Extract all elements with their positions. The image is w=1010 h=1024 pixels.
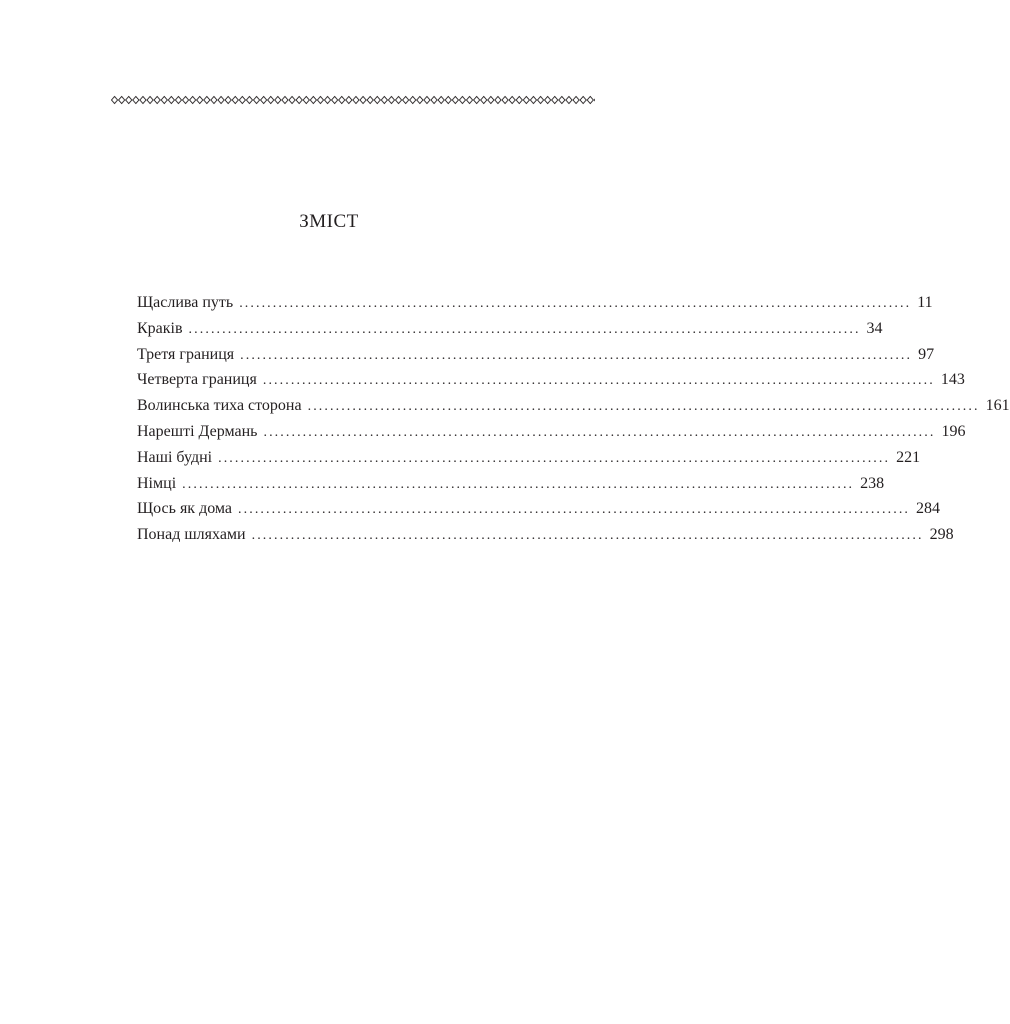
toc-entry-page: 11 (917, 294, 933, 311)
toc-entry-title: Четверта границя (137, 371, 257, 389)
dot-leader: ........................................................................................................................ (218, 450, 891, 466)
toc-entry-title: Третя границя (137, 345, 235, 363)
toc-entry (137, 316, 883, 342)
dot-leader: ........................................................................................................................ (262, 373, 935, 389)
toc-entry (137, 367, 965, 393)
toc-entry-page: 161 (985, 397, 1010, 415)
toc-entry (137, 290, 933, 316)
toc-entry-title: Краків (137, 319, 183, 337)
dot-leader: ........................................................................................................................ (238, 502, 911, 518)
toc-entry-title: Німці (137, 474, 177, 492)
toc-entry (137, 522, 954, 548)
dot-leader: ........................................................................................................................ (263, 424, 936, 440)
toc-entry-page: 34 (866, 319, 883, 337)
toc-entry (137, 496, 941, 522)
toc-entry-title: Щаслива путь (137, 294, 234, 311)
toc-entry-title: Понад шляхами (137, 526, 246, 544)
toc-entry-page: 298 (929, 526, 954, 544)
toc-entry (137, 471, 885, 497)
toc-entry-page: 196 (941, 422, 966, 440)
dot-leader: ........................................................................................................................ (182, 476, 855, 492)
toc-entry-title: Щось як дома (137, 500, 233, 518)
toc-entry (137, 342, 935, 368)
toc-entry (137, 445, 921, 471)
dot-leader: ........................................................................................................................ (240, 347, 913, 363)
dot-leader: ........................................................................................................................ (239, 296, 912, 311)
toc-entry-page: 284 (916, 500, 941, 518)
toc-entry-title: Нарешті Дермань (137, 422, 258, 440)
toc-entry (137, 419, 966, 445)
dot-leader: ........................................................................................................................ (307, 399, 980, 415)
toc-entry-title: Наші будні (137, 448, 213, 466)
dot-leader: ........................................................................................................................ (251, 528, 924, 544)
dot-leader: ........................................................................................................................ (188, 321, 861, 337)
toc-entry-page: 221 (896, 448, 921, 466)
diamond-ornament-border (111, 94, 595, 106)
toc-title: ЗМІСТ (299, 211, 359, 232)
toc-entry-page: 97 (918, 345, 935, 363)
toc-entry-title: Волинська тиха сторона (137, 397, 302, 415)
table-of-contents (137, 290, 1010, 548)
toc-entry-page: 238 (860, 474, 885, 492)
toc-entry (137, 393, 1010, 419)
toc-entry-page: 143 (940, 371, 965, 389)
